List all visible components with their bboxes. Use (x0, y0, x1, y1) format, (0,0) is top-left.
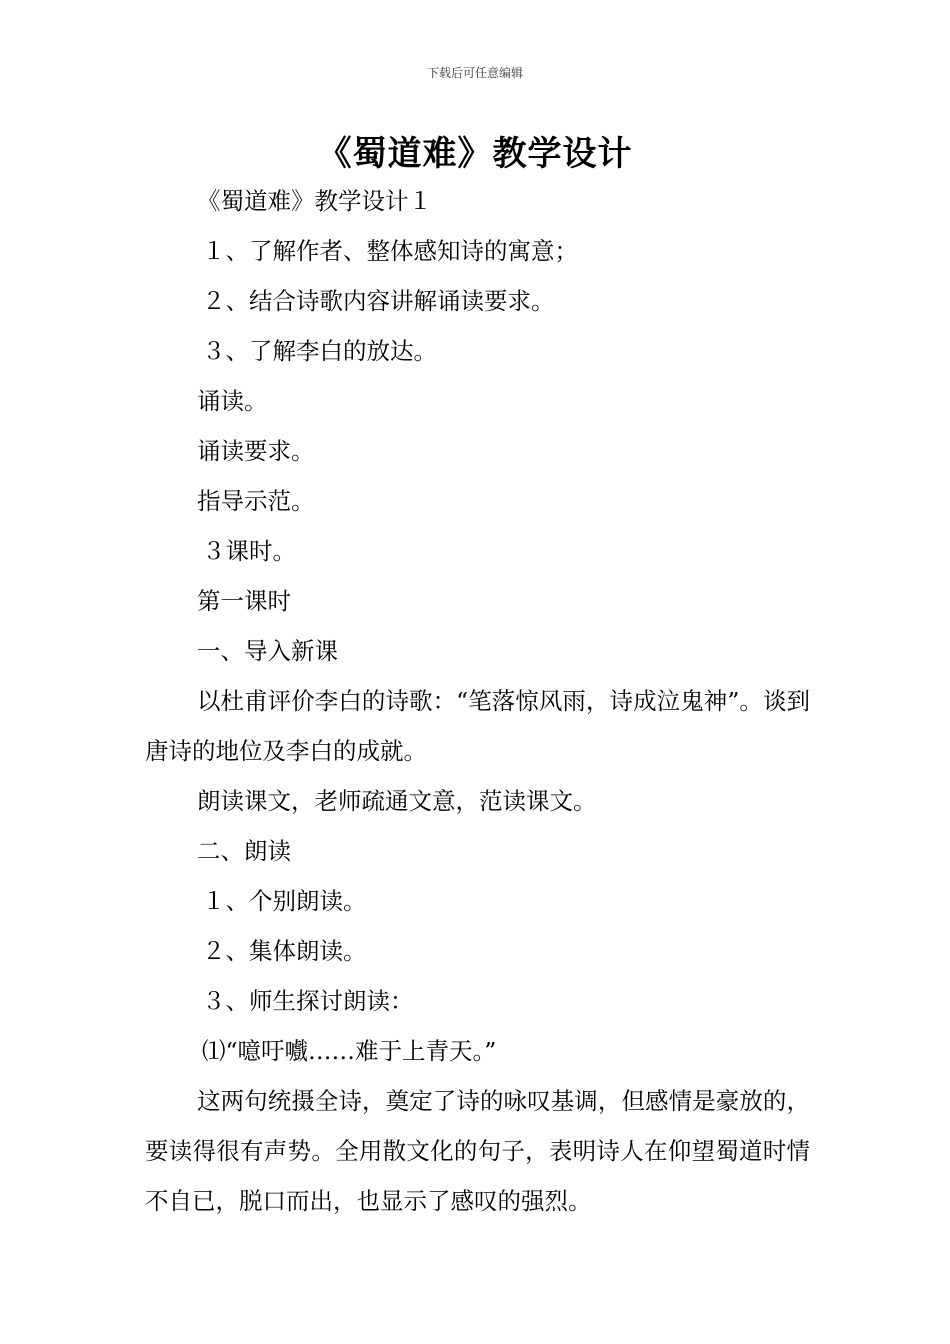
difficult-point: 诵读要求。 (197, 437, 315, 465)
reading-step-1: １、个别朗读。 (202, 887, 367, 915)
key-point: 诵读。 (197, 387, 268, 415)
document-title: 《蜀道难》教学设计 (317, 134, 633, 174)
reading-paragraph: 朗读课文，老师疏通文意，范读课文。 (197, 787, 597, 815)
document-body (145, 176, 810, 1226)
objective-3: ３、了解李白的放达。 (202, 337, 437, 365)
subtitle-paragraph: 《蜀道难》教学设计１ (197, 187, 432, 215)
reading-step-2: ２、集体朗读。 (202, 937, 367, 965)
analysis-paragraph: 这两句统摄全诗，奠定了诗的咏叹基调，但感情是豪放的，要读得很有声势。全用散文化的句子，表明诗人在仰望蜀道时情不自已，脱口而出，也显示了感叹的强烈。 (145, 1087, 810, 1215)
teaching-method: 指导示范。 (197, 487, 315, 515)
objective-1: １、了解作者、整体感知诗的寓意； (202, 237, 578, 265)
page-header-note: 下载后可任意编辑 (426, 66, 523, 80)
intro-paragraph: 以杜甫评价李白的诗歌：“笔落惊风雨，诗成泣鬼神”。谈到唐诗的地位及李白的成就。 (145, 687, 810, 765)
objective-2: ２、结合诗歌内容讲解诵读要求。 (202, 287, 555, 315)
quote-line: ⑴“噫吁嚱……难于上青天。” (202, 1037, 497, 1065)
section-heading-first-lesson: 第一课时 (197, 587, 291, 615)
class-hours: ３课时。 (202, 537, 296, 565)
reading-step-3: ３、师生探讨朗读： (202, 987, 414, 1015)
section-heading-intro: 一、导入新课 (197, 637, 338, 665)
section-heading-reading: 二、朗读 (197, 837, 291, 865)
